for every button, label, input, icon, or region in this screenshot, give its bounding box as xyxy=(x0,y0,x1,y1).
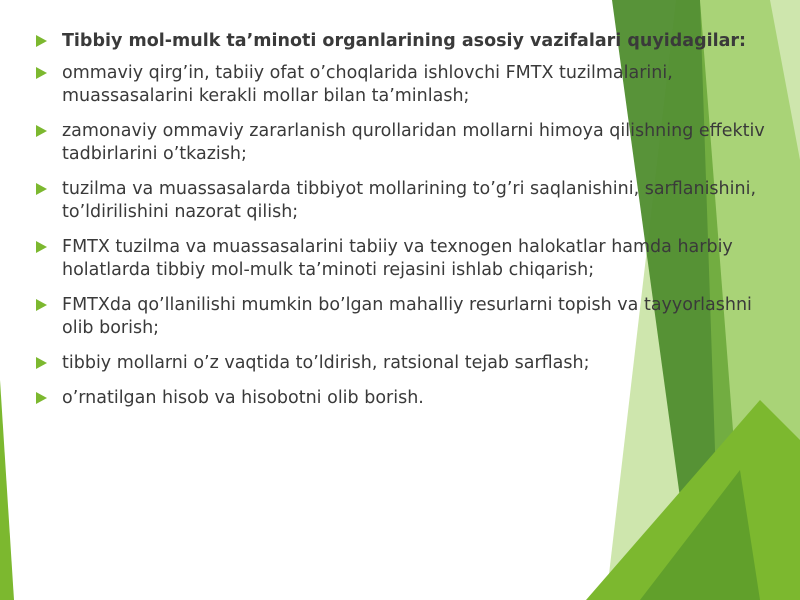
list-item-text: ommaviy qirg’in, tabiiy ofat o’choqlarida ishlovchi FMTX tuzilmalarini, muassasalarini kerakli mollar bilan ta’minlash; xyxy=(62,63,673,106)
left-edge-shape xyxy=(0,380,14,600)
list-item-text: tibbiy mollarni o’z vaqtida to’ldirish, ratsional tejab sarflash; xyxy=(62,353,590,373)
triangle-bullet-icon xyxy=(36,392,47,404)
list-item-text: zamonaviy ommaviy zararlanish qurollaridan mollarni himoya qilishning effektiv tadbirlarini o’tkazish; xyxy=(62,121,765,164)
slide-heading: Tibbiy mol-mulk ta’minoti organlarining asosiy vazifalari quyidagilar: xyxy=(62,31,747,51)
list-item-text: FMTXda qo’llanilishi mumkin bo’lgan mahalliy resurlarni topish va tayyorlashni olib borish; xyxy=(62,295,752,338)
triangle-bullet-icon xyxy=(36,241,47,253)
list-item xyxy=(34,387,784,410)
triangle-bullet-icon xyxy=(36,357,47,369)
list-item-text: o’rnatilgan hisob va hisobotni olib borish. xyxy=(62,388,424,408)
list-item xyxy=(34,30,784,53)
list-item xyxy=(34,178,784,224)
list-item xyxy=(34,236,784,282)
list-item-text: tuzilma va muassasalarda tibbiyot mollarining to’g’ri saqlanishini, sarflanishini, to’ldirilishini nazorat qilish; xyxy=(62,179,757,222)
list-item xyxy=(34,294,784,340)
list-item xyxy=(34,352,784,375)
triangle-bullet-icon xyxy=(36,125,47,137)
list-item-text: FMTX tuzilma va muassasalarini tabiiy va texnogen halokatlar hamda harbiy holatlarda tibbiy mol-mulk ta’minoti rejasini ishlab chiqarish; xyxy=(62,237,733,280)
bullet-list xyxy=(34,30,784,410)
triangle-bullet-icon xyxy=(36,183,47,195)
slide-content xyxy=(34,30,784,422)
list-item xyxy=(34,62,784,108)
list-item xyxy=(34,120,784,166)
triangle-bullet-icon xyxy=(36,67,47,79)
triangle-bullet-icon xyxy=(36,35,47,47)
triangle-bullet-icon xyxy=(36,299,47,311)
